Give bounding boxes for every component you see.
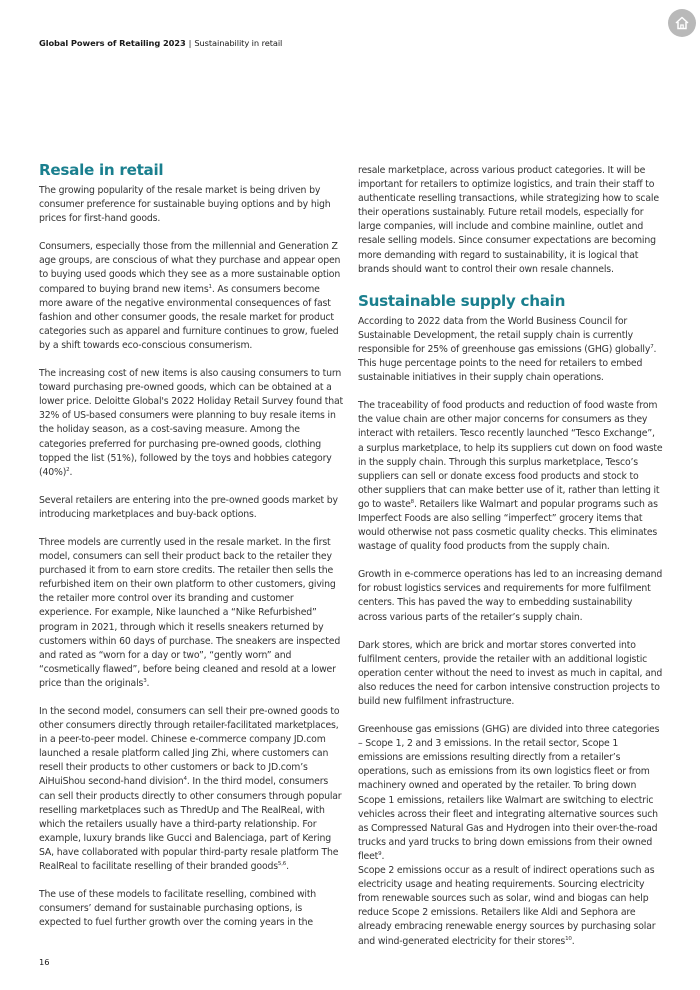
paragraph: The growing popularity of the resale market is being driven by consumer preference for sustainable buying options and by high prices for first-hand goods.	[39, 185, 331, 225]
report-title: Global Powers of Retailing 2023	[39, 38, 186, 48]
footnote-ref[interactable]: 1	[208, 283, 212, 290]
paragraph: The use of these models to facilitate reselling, combined with consumers’ demand for sustainable purchasing options, is expected to fuel further growth over the coming years in the	[39, 889, 317, 929]
footnote-ref[interactable]: 10	[565, 935, 572, 942]
footnote-ref[interactable]: 9	[378, 850, 382, 857]
paragraph: Consumers, especially those from the millennial and Generation Z age groups, are conscious of what they purchase and appear open to buying used goods which they see as a more sustainable option compared to buying brand new items$^1$. As consumers become more aware of the negative environmental consequences of fast fashion and other consumer goods, the resale market for product categories such as apparel and furniture continues to grow, fueled by a shift towards eco-conscious consumerism.	[39, 241, 341, 351]
paragraph: The increasing cost of new items is also causing consumers to turn toward purchasing pre-owned goods, which can be obtained at a lower price. Deloitte Global's 2022 Holiday Retail Survey found that 32% of US-based consumers were planning to buy resale items in the holiday season, as a cost-saving measure. Among the categories preferred for purchasing pre-owned goods, clothing topped the list (51%), followed by the toys and hobbies category $(40\%)^2$.	[39, 368, 343, 478]
paragraph: According to 2022 data from the World Business Council for Sustainable Development, the retail supply chain is currently responsible for 25% of greenhouse gas emissions (GHG) globally$^7$. This huge percentage points to the need for retailers to embed sustainable initiatives in their supply chain operations.	[358, 315, 657, 384]
section-heading-resale: Resale in retail	[39, 161, 164, 179]
paragraph: Scope 2 emissions occur as a result of indirect operations such as electricity usage and heating requirements. Sourcing electricity from renewable sources such as solar, wind and biogas can help reduce Scope 2 emissions. Retailers like Aldi and Sephora are already embracing renewable energy sources by purchasing solar and wind-generated electricity for their stores$^{10}$.	[358, 865, 656, 947]
paragraph-continuation: resale marketplace, across various product categories. It will be important for retailers to optimize logistics, and train their staff to authenticate reselling transactions, while strategizing how to scale their operations sustainably. Future retail models, especially for large companies, will include and combine mainline, outlet and resale selling models. Since consumer expectations are becoming more demanding with regard to sustainability, it is logical that brands should want to control their own resale channels.	[358, 165, 659, 275]
footnote-ref[interactable]: 8	[410, 498, 414, 505]
footnote-ref[interactable]: 4	[183, 776, 187, 783]
paragraph: Dark stores, which are brick and mortar stores converted into fulfilment centers, provide the retailer with an additional logistic operation center without the need to invest as much in capital, and also reduces the need for carbon intensive construction projects to build new fulfilment infrastructure.	[358, 639, 663, 707]
section-title: Sustainability in retail	[194, 38, 283, 48]
paragraph: Three models are currently used in the resale market. In the first model, consumers can sell their product back to the retailer they purchased it from to earn store credits. The retailer then sells the refurbished item on their own platform to other customers, giving the retailer more control over its branding and customer experience. For example, Nike launched a “Nike Refurbished” program in 2021, through which it resells sneakers returned by customers within 60 days of purchase. The sneakers are inspected and rated as “worn for a day or two”, “gently worn” and “cosmetically flawed”, before being cleaned and resold at a lower price than the originals$^3$.	[39, 536, 341, 689]
paragraph: Several retailers are entering into the pre-owned goods market by introducing marketplaces and buy-back options.	[39, 494, 338, 520]
home-icon	[674, 15, 690, 31]
left-column	[39, 160, 345, 930]
section-heading-supply-chain: Sustainable supply chain	[358, 291, 566, 310]
paragraph: Greenhouse gas emissions (GHG) are divided into three categories – Scope 1, 2 and 3 emissions. In the retail sector, Scope 1 emissions are emissions resulting directly from a retailer’s operations, such as emissions from its own logistics fleet or from machinery owned and operated by the retailer. To bring down Scope 1 emissions, retailers like Walmart are switching to electric vehicles across their fleet and integrating alternative sources such as Compressed Natural Gas and Hydrogen into their over-the-road trucks and yard trucks to bring down emissions from their owned fleet$^9$.	[358, 724, 660, 862]
paragraph: The traceability of food products and reduction of food waste from the value chain are other major concerns for consumers as they interact with retailers. Tesco recently launched “Tesco Exchange”, a surplus marketplace, to help its suppliers cut down on food waste in the supply chain. Through this surplus marketplace, Tesco’s suppliers can sell or donate excess food products and stock to other suppliers that can make better use of it, rather than letting it go to waste$^8$. Retailers like Walmart and popular programs such as Imperfect Foods are also selling “imperfect” grocery items that would otherwise not pass cosmetic quality checks. This eliminates wastage of quality food products from the supply chain.	[358, 400, 663, 553]
footnote-ref[interactable]: 7	[650, 343, 654, 350]
paragraph: In the second model, consumers can sell their pre-owned goods to other consumers directly through retailer-facilitated marketplaces, in a peer-to-peer model. Chinese e-commerce company JD.com launched a resale platform called Jing Zhi, where customers can resell their products to other customers or back to JD.com’s AiHuiShou second-hand division$^4$. In the third model, consumers can sell their products directly to other consumers through popular reselling marketplaces such as ThredUp and The RealReal, with which the retailers usually have a third-party relationship. For example, luxury brands like Gucci and Balenciaga, part of Kering SA, have collaborated with popular third-party resale platform The RealReal to facilitate reselling of their branded goods$^{5,6}$.	[39, 706, 342, 873]
header-separator: |	[188, 38, 192, 48]
right-column	[358, 164, 663, 949]
running-header	[39, 38, 282, 48]
paragraph: Growth in e-commerce operations has led to an increasing demand for robust logistics services and requirements for more fulfilment centers. This has paved the way to embedding sustainability across various parts of the retailer’s supply chain.	[358, 569, 663, 623]
home-button[interactable]	[668, 9, 696, 37]
footnote-ref[interactable]: 2	[66, 466, 70, 473]
page-number: 16	[39, 957, 50, 967]
footnote-ref[interactable]: 5,6	[277, 861, 287, 868]
footnote-ref[interactable]: 3	[143, 677, 147, 684]
